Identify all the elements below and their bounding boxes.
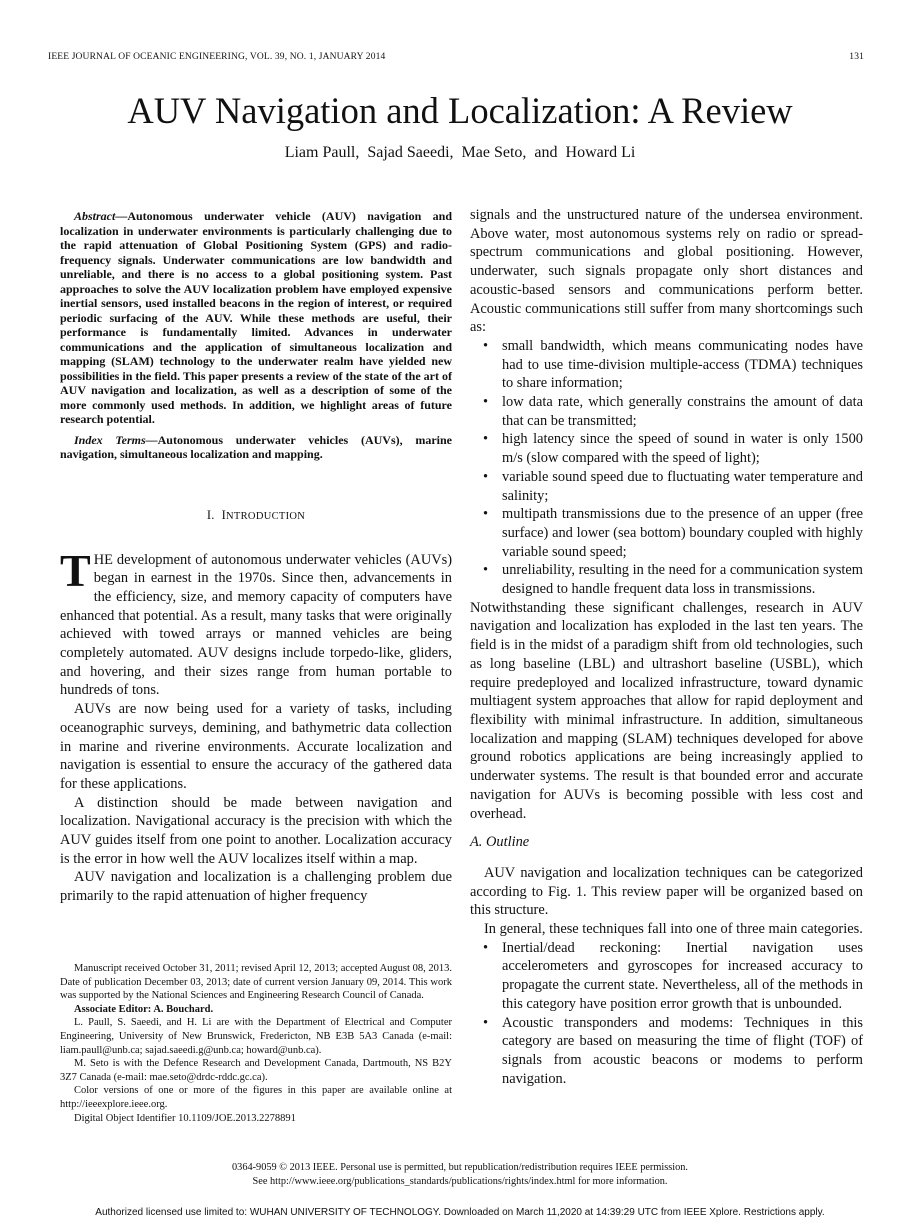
list-item-text: high latency since the speed of sound in water is only 1500 m/s (slow compared with the speed of light); [502,431,863,467]
list-item-text: small bandwidth, which means communicating nodes have had to use time-division multiple-access (TDMA) techniques to share information; [502,337,863,392]
footnote-received: Manuscript received October 31, 2011; revised April 12, 2013; accepted August 08, 2013. Date of publication December 03, 2013; date of current version January 09, 2014. This work was supported by the National Sciences and Engineering Research Council of Canada. [60,963,452,1002]
section-heading-introduction [60,507,452,525]
index-terms [60,433,452,462]
bullet-icon: • [483,337,489,354]
footnote-doi: Digital Object Identifier 10.1109/JOE.2013.2278891 [74,1112,296,1124]
right-column [470,206,863,1088]
body-paragraph: AUV navigation and localization techniques can be categorized according to Fig. 1. This review paper will be organized based on this structure. [470,864,863,919]
running-header [48,52,864,62]
left-column [60,209,452,906]
author-name: Mae Seto, [461,144,527,161]
author-name: Liam Paull, [284,144,360,161]
index-terms-label: Index Terms— [74,432,158,447]
section-title-initial: I [221,507,227,522]
list-item [470,939,863,1014]
intro-paragraph: A distinction should be made between navigation and localization. Navigational accuracy is the precision with which the AUV guides itself from one point to another. Localization accuracy is the error in how well the AUV localizes itself within a map. [60,794,452,867]
copyright-notice [0,1161,920,1189]
list-item [470,337,863,393]
list-item-text: unreliability, resulting in the need for a communication system designed to handle frequent data loss in transmissions. [502,562,863,598]
abstract-label: Abstract— [74,209,128,223]
list-item-text: Inertial/dead reckoning: Inertial navigation uses accelerometers and gyroscopes for increased accuracy to propagate the current state. Nevertheless, all of the methods in this category have position error growth that is unbounded. [502,939,863,1012]
footnote-affiliation: M. Seto is with the Defence Research and Development Canada, Dartmouth, NS B2Y 3Z7 Canada (e-mail: mae.seto@drdc-rddc.gc.ca). [60,1058,452,1083]
license-banner: Authorized licensed use limited to: WUHAN UNIVERSITY OF TECHNOLOGY. Downloaded on March 11,2020 at 14:39:29 UTC from IEEE Xplore. Restrictions apply. [95,1207,825,1218]
list-item [470,1014,863,1089]
footnote-block [60,962,452,1125]
body-paragraph: Notwithstanding these significant challenges, research in AUV navigation and localization has exploded in the last ten years. The field is in the midst of a paradigm shift from old technologies, such as long baseline (LBL) and ultrashort baseline (USBL), which require predeployed and localized infrastructure, toward dynamic multiagent system approaches that allow for rapid deployment and flexibility with minimal infrastructure. In addition, simultaneous localization and mapping (SLAM) techniques developed for above ground robotics applications are being increasingly applied to underwater systems. The result is that bounded error and accurate navigation for AUVs is becoming possible with less cost and overhead. [470,599,863,822]
author-name: Sajad Saeedi, [367,144,454,161]
subsection-heading-outline: A. Outline [470,834,530,851]
section-number: I. [206,507,215,522]
list-item [470,505,863,561]
list-item [470,561,863,598]
list-item [470,468,863,505]
list-item-text: variable sound speed due to fluctuating water temperature and salinity; [502,468,863,504]
author-list [0,143,920,163]
bullet-icon: • [483,506,489,523]
bullet-icon: • [483,1014,489,1031]
copyright-line: 0364-9059 © 2013 IEEE. Personal use is permitted, but republication/redistribution requires IEEE permission. [232,1162,688,1173]
shortcomings-list [470,337,863,599]
copyright-line: See http://www.ieee.org/publications_standards/publications/rights/index.html for more information. [252,1176,668,1187]
drop-cap: T [60,544,91,596]
intro-paragraph: AUV navigation and localization is a challenging problem due primarily to the rapid attenuation of higher frequency [60,869,452,905]
categories-list [470,939,863,1089]
bullet-icon: • [483,939,489,956]
bullet-icon: • [483,431,489,448]
author-name: Howard Li [565,144,636,161]
abstract-text: Autonomous underwater vehicle (AUV) navigation and localization in underwater environments is particularly challenging due to the rapid attenuation of Global Positioning System (GPS) and radio-frequency signals. Underwater communications are low bandwidth and unreliable, and there is no access to a global positioning system. Past approaches to solve the AUV localization problem have employed expensive inertial sensors, used installed beacons in the region of interest, or required periodic surfacing of the AUV. While these methods are useful, their performance is fundamentally limited. Advances in underwater communications and the application of simultaneous localization and mapping (SLAM) technology to the underwater realm have yielded new possibilities in the field. This paper presents a review of the state of the art of AUV navigation and localization, as well as a description of some of the more commonly used methods. In addition, we highlight areas of future research potential. [60,209,452,426]
intro-paragraph-text: HE development of autonomous underwater vehicles (AUVs) began in earnest in the 1970s. Since then, advancements in the efficiency, size, and memory capacity of computers have enhanced that potential. As a result, many tasks that were originally achieved with towed arrays or manned vehicles are being completely automated. AUV designs include torpedo-like, gliders, and hovering, and their sizes range from human portable to hundreds of tons. [60,551,452,699]
body-paragraph: In general, these techniques fall into one of three main categories. [484,921,863,938]
journal-citation: IEEE JOURNAL OF OCEANIC ENGINEERING, VOL. 39, NO. 1, JANUARY 2014 [48,52,386,62]
list-item-text: low data rate, which generally constrains the amount of data that can be transmitted; [502,394,863,429]
list-item [470,393,863,430]
footnote-color-note: Color versions of one or more of the figures in this paper are available online at http://ieeexplore.ieee.org. [60,1085,452,1110]
list-item [470,430,863,467]
abstract [60,209,452,427]
list-item-text: multipath transmissions due to the presence of an upper (free surface) and lower (sea bottom) boundary coupled with highly variable sound speed; [502,506,863,560]
author-conjunction: and [534,144,558,161]
section-title-rest: NTRODUCTION [226,510,306,522]
index-terms-text: Autonomous underwater vehicles (AUVs), marine navigation, simultaneous localization and mapping. [60,432,452,461]
intro-paragraph [60,544,452,701]
footnote-affiliation: L. Paull, S. Saeedi, and H. Li are with the Department of Electrical and Computer Engineering, University of New Brunswick, Fredericton, NB E3B 5A3 Canada (e-mail: liam.paull@unb.ca; sajad.saeedi.g@unb.ca; howard@unb.ca). [60,1017,452,1056]
page-number: 131 [849,52,864,62]
paper-title: AUV Navigation and Localization: A Review [127,90,793,131]
bullet-icon: • [483,562,489,579]
footnote-editor: Associate Editor: A. Bouchard. [74,1003,214,1015]
bullet-icon: • [483,468,489,485]
list-item-text: Acoustic transponders and modems: Techniques in this category are based on measuring the time of flight (TOF) of signals from acoustic beacons or modems to perform navigation. [502,1014,863,1087]
continued-paragraph: signals and the unstructured nature of the undersea environment. Above water, most autonomous systems rely on radio or spread-spectrum communications and global positioning. However, underwater, such signals propagate only short distances and acoustic-based sensors and communications perform better. Acoustic communications still suffer from many shortcomings such as: [470,207,863,336]
intro-paragraph: AUVs are now being used for a variety of tasks, including oceanographic surveys, demining, and bathymetric data collection in marine and riverine environments. Accurate localization and navigation is essential to ensure the accuracy of the gathered data for these applications. [60,701,452,792]
bullet-icon: • [483,394,489,411]
